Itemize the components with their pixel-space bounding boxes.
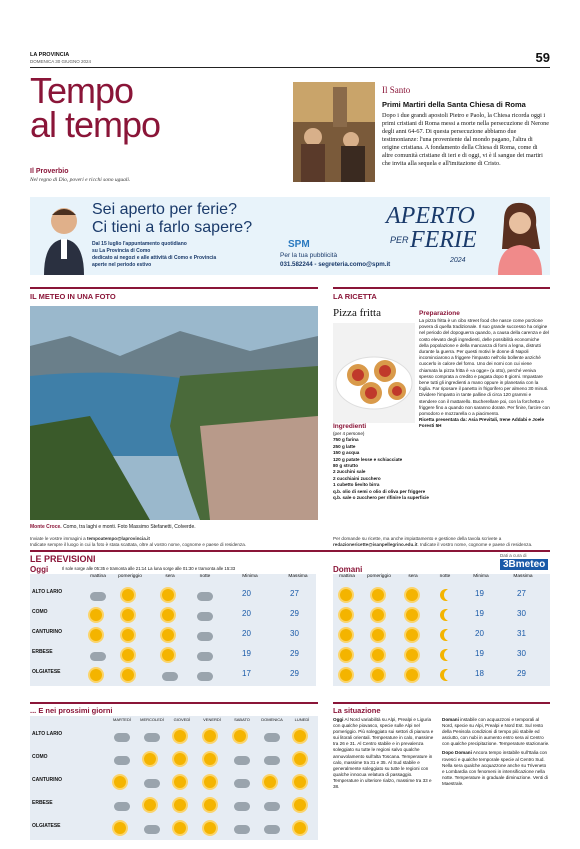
previsioni-bar bbox=[30, 550, 550, 552]
day-header: MERCOLEDÌ bbox=[140, 717, 164, 722]
forecast-place: ERBESE bbox=[32, 649, 53, 655]
prossimi-place: COMO bbox=[32, 754, 48, 760]
temp-min: 17 bbox=[242, 669, 251, 678]
prossimi-bar bbox=[30, 702, 318, 704]
ad-badge2: PER bbox=[390, 235, 409, 245]
forecast-icon-cell bbox=[90, 628, 102, 646]
sun-icon bbox=[122, 649, 134, 661]
sun-icon bbox=[174, 753, 186, 765]
cloud-icon bbox=[264, 802, 280, 811]
cloud-icon bbox=[234, 825, 250, 834]
prossimi-icon-cell bbox=[234, 821, 250, 839]
ingredient-item: 2 zucchini sale bbox=[333, 469, 366, 475]
prossimi-icon-cell bbox=[174, 821, 186, 839]
sun-icon bbox=[372, 609, 384, 621]
prep-text: La pizza fritta è un cibo street food che nasce come porzione povera di quella tradizionale. Il suo grande successo ha origine nel periodo del dopoguerra quando, a causa della carenza e del costo elevato degli ingredienti, delle possibilità economiche della popolazione e della mancanza di forni a legna, distrutti durante la guerra. Per questi motivi le donne di Napoli incominciarono a friggere l'impasto nell'olio bollente anziché cuocerlo in calore del forno. Uno dei nomi con cui viene chiamata la pizza fritta è «a ogge» (a otto), perché veniva spesso comprata a credito e pagata dopo 8 giorni. Impastare bene tutti gli ingredienti a mano oppure in planetaria con la foglia. Far riposare il panetto in frigorifero per almeno 30 minuti. Dividere l'impasto in tante palline di circa 120 grammi e stendere con il mattarello. Bucherellare poi, con la forchetta e friggere fino a quando non saranno dorate. Per finire, farcire con pomodoro e mozzarella o a piacimento. bbox=[419, 318, 550, 417]
sun-icon bbox=[406, 609, 418, 621]
sun-icon bbox=[174, 730, 186, 742]
temp-min: 20 bbox=[475, 629, 484, 638]
forecast-place: CANTURINO bbox=[32, 629, 62, 635]
sun-icon bbox=[174, 822, 186, 834]
ad-text3: dedicato ai negozi e alle attività di Como e Provincia bbox=[92, 255, 217, 261]
prossimi-icon-cell bbox=[204, 775, 216, 793]
prossimi-icon-cell bbox=[144, 821, 160, 839]
forecast-icon-cell bbox=[438, 668, 456, 686]
forecast-icon-cell bbox=[340, 628, 352, 646]
prossimi-icon-cell bbox=[264, 752, 280, 770]
forecast-col-header: pomeriggio bbox=[118, 574, 142, 579]
prossimi-icon-cell bbox=[174, 798, 186, 816]
proverbio-text: Nel regno di Dio, poveri e ricchi sono uguali. bbox=[30, 177, 131, 183]
prossimi-icon-cell bbox=[234, 729, 246, 747]
sun-icon bbox=[204, 799, 216, 811]
forecast-icon-cell bbox=[90, 668, 102, 686]
prossimi-icon-cell bbox=[264, 775, 276, 793]
sun-icon bbox=[294, 753, 306, 765]
forecast-icon-cell bbox=[438, 608, 456, 626]
forecast-icon-cell bbox=[406, 588, 418, 606]
ingredients-heading: Ingredienti bbox=[333, 423, 367, 430]
sun-icon bbox=[372, 669, 384, 681]
moon-icon bbox=[444, 609, 456, 621]
temp-max: 31 bbox=[517, 629, 526, 638]
sit-domani-label: Domani bbox=[442, 717, 459, 722]
forecast-icon-cell bbox=[122, 628, 134, 646]
sun-icon bbox=[294, 822, 306, 834]
photo-caption bbox=[30, 524, 196, 530]
temp-min: 18 bbox=[475, 669, 484, 678]
ingredient-item: 2 cucchiaini zucchero bbox=[333, 475, 381, 481]
sun-icon bbox=[406, 649, 418, 661]
forecast-icon-cell bbox=[122, 608, 134, 626]
credit-logo: 3Bmeteo bbox=[500, 559, 548, 570]
prossimi-icon-cell bbox=[114, 729, 130, 747]
prossimi-icon-cell bbox=[174, 775, 186, 793]
forecast-icon-cell bbox=[122, 668, 134, 686]
ric-foot2: . Indicate il vostro nome, cognome e paese di residenza. bbox=[417, 542, 533, 547]
forecast-icon-cell bbox=[197, 588, 213, 606]
cloud-icon bbox=[197, 652, 213, 661]
sun-icon bbox=[406, 669, 418, 681]
forecast-icon-cell bbox=[340, 588, 352, 606]
prossimi-icon-cell bbox=[234, 775, 250, 793]
forecast-col-header: sera bbox=[165, 574, 175, 579]
day-header: SABATO bbox=[234, 717, 250, 722]
sun-icon bbox=[144, 799, 156, 811]
sun-icon bbox=[340, 669, 352, 681]
ingredient-item: 1 cubetto lievito birra bbox=[333, 482, 380, 488]
sun-icon bbox=[162, 649, 174, 661]
temp-min: 20 bbox=[242, 609, 251, 618]
forecast-col-header: sera bbox=[408, 574, 418, 579]
ad-text bbox=[92, 241, 262, 269]
temp-max: 30 bbox=[290, 629, 299, 638]
ric-foot1: Per domande su ricette, ma anche impiattamento e gestione della tavola scrivete a bbox=[333, 536, 502, 541]
temp-max: 30 bbox=[517, 609, 526, 618]
forecast-col-header: pomeriggio bbox=[367, 574, 391, 579]
sun-icon bbox=[144, 753, 156, 765]
sun-icon bbox=[162, 629, 174, 641]
day-header: LUNEDÌ bbox=[294, 717, 310, 722]
situazione-heading: La situazione bbox=[333, 706, 381, 715]
forecast-icon-cell bbox=[372, 608, 384, 626]
ad-line1: Sei aperto per ferie? bbox=[92, 201, 237, 218]
temp-max: 29 bbox=[290, 669, 299, 678]
ad-text1: Dal 15 luglio l'appuntamento quotidiano bbox=[92, 241, 187, 247]
temp-min: 19 bbox=[242, 649, 251, 658]
prossimi-place: ERBESE bbox=[32, 800, 53, 806]
forecast-col-header: Massima bbox=[288, 574, 308, 579]
temp-max: 27 bbox=[517, 589, 526, 598]
meteo-foto-heading: IL METEO IN UNA FOTO bbox=[30, 292, 116, 301]
sun-icon bbox=[234, 730, 246, 742]
prossimi-icon-cell bbox=[294, 798, 306, 816]
sit-oggi-text: Al Nord variabilità su Alpi, Prealpi e Liguria con qualche piovasco, specie sulle Alpi nel pomeriggio. Più soleggiato sui settori di pianura e sui litorali orientali. Temperature in calo, massime tra 26 e 31. Al Centro stabile e in prevalenza soleggiato su tutte le regioni salvo qualche annuvolamento sull'alta Toscana. Temperature in calo, massime tra 31 e 35. Al Sud stabile e generalmente soleggiato su tutte le regioni con qualche innocua velatura di passaggio. Temperature in ulteriore rialzo, massime tra 33 e 38. bbox=[333, 717, 434, 790]
prossimi-icon-cell bbox=[204, 798, 216, 816]
cloud-icon bbox=[234, 802, 250, 811]
caption-place: Monte Croce. bbox=[30, 524, 62, 530]
forecast-icon-cell bbox=[197, 648, 213, 666]
cloud-icon bbox=[90, 652, 106, 661]
forecast-col-header: Massima bbox=[513, 574, 533, 579]
prossimi-icon-cell bbox=[204, 729, 216, 747]
prossimi-icon-cell bbox=[204, 752, 216, 770]
photo-invite bbox=[30, 536, 318, 548]
sun-icon bbox=[340, 649, 352, 661]
prossimi-icon-cell bbox=[114, 775, 126, 793]
title-line1: Tempo bbox=[30, 70, 134, 111]
temp-max: 29 bbox=[517, 669, 526, 678]
oggi-info: Il sole sorge alle 05:35 e tramonta alle 21:14 La luna sorge alle 01:30 e tramonta alle 15:33 bbox=[62, 566, 236, 571]
sun-icon bbox=[406, 629, 418, 641]
prossimi-place: OLGIATESE bbox=[32, 823, 61, 829]
prossimi-icon-cell bbox=[144, 752, 156, 770]
forecast-icon-cell bbox=[162, 648, 174, 666]
ricetta-title: Pizza fritta bbox=[333, 307, 381, 319]
ricetta-footer bbox=[333, 536, 550, 548]
masthead-name: LA PROVINCIA bbox=[30, 52, 70, 58]
oggi-forecast-grid bbox=[30, 574, 316, 686]
page-number: 59 bbox=[535, 50, 550, 65]
forecast-icon-cell bbox=[197, 628, 213, 646]
cloud-icon bbox=[144, 825, 160, 834]
ingredient-item: 250 g latte bbox=[333, 443, 356, 449]
forecast-icon-cell bbox=[372, 648, 384, 666]
title-line2: al tempo bbox=[30, 104, 161, 145]
sun-icon bbox=[372, 589, 384, 601]
sun-icon bbox=[122, 669, 134, 681]
previsioni-heading: LE PREVISIONI bbox=[30, 554, 96, 564]
forecast-icon-cell bbox=[438, 648, 456, 666]
cloud-icon bbox=[144, 733, 160, 742]
caption-text: Como, tra laghi e monti. Foto Massimo Stefanetti, Colverde. bbox=[63, 524, 196, 530]
situazione-domani bbox=[442, 717, 550, 787]
sun-icon bbox=[162, 609, 174, 621]
day-header: VENERDÌ bbox=[203, 717, 221, 722]
prossimi-icon-cell bbox=[144, 775, 160, 793]
sun-icon bbox=[162, 589, 174, 601]
santo-subtitle: Primi Martiri della Santa Chiesa di Roma bbox=[382, 100, 526, 109]
prossimi-icon-cell bbox=[114, 821, 126, 839]
forecast-icon-cell bbox=[438, 588, 456, 606]
sun-icon bbox=[90, 629, 102, 641]
prossimi-icon-cell bbox=[294, 729, 306, 747]
ad-badge3: FERIE bbox=[410, 227, 477, 253]
santo-painting bbox=[293, 82, 375, 182]
prossimi-icon-cell bbox=[174, 752, 186, 770]
ricetta-heading: LA RICETTA bbox=[333, 292, 377, 301]
sit-dopo-text: Ancora tempo instabile sull'Italia con rovesci e qualche temporale specie al Centro Sud. Nella sera qualche acquazzone anche su Triveneto e Lombardia con fenomeni in intensificazione nella notte. Temperature in graduale diminuzione. Venti di Maestrale. bbox=[442, 750, 548, 786]
prossimi-icon-cell bbox=[234, 752, 250, 770]
ricetta-bar bbox=[333, 287, 550, 289]
sun-icon bbox=[294, 776, 306, 788]
forecast-icon-cell bbox=[162, 628, 174, 646]
prossimi-icon-cell bbox=[234, 798, 250, 816]
sun-icon bbox=[372, 649, 384, 661]
forecast-icon-cell bbox=[162, 588, 174, 606]
sun-icon bbox=[114, 776, 126, 788]
page-title bbox=[30, 70, 161, 145]
ingredient-item: 750 g farina bbox=[333, 437, 359, 443]
ingredients-list bbox=[333, 431, 429, 501]
prossimi-icon-cell bbox=[174, 729, 186, 747]
forecast-icon-cell bbox=[162, 608, 174, 626]
ad-text4: aperte nel periodo estivo bbox=[92, 262, 152, 268]
prossimi-heading: ... E nei prossimi giorni bbox=[30, 706, 113, 715]
sun-icon bbox=[204, 730, 216, 742]
forecast-icon-cell bbox=[90, 588, 106, 606]
temp-max: 27 bbox=[290, 589, 299, 598]
ingredient-item: 80 g strutto bbox=[333, 463, 359, 469]
ingredient-item: 150 g acqua bbox=[333, 450, 360, 456]
sun-icon bbox=[122, 609, 134, 621]
forecast-icon-cell bbox=[340, 648, 352, 666]
forecast-icon-cell bbox=[406, 648, 418, 666]
forecast-icon-cell bbox=[406, 628, 418, 646]
forecast-icon-cell bbox=[372, 588, 384, 606]
sit-domani-text: instabile con acquazzoni e temporali al Nord, specie su Alpi, Prealpi e Nord Est. Sul resto della Penisola condizioni di tempo più stabile ed asciutto, con nubi in aumento entro sera al Centro con qualche precipitazione. Temperature stazionarie. bbox=[442, 717, 550, 747]
ingredient-item: q.b. sale o zucchero per rifinire la superficie bbox=[333, 495, 429, 501]
prossimi-icon-cell bbox=[294, 752, 306, 770]
ad-badge-year: 2024 bbox=[450, 257, 466, 264]
cloud-icon bbox=[197, 592, 213, 601]
situazione-bar bbox=[333, 702, 550, 704]
prep-body bbox=[419, 318, 550, 430]
sun-icon bbox=[174, 776, 186, 788]
sun-icon bbox=[122, 629, 134, 641]
temp-min: 20 bbox=[242, 589, 251, 598]
domani-forecast-grid bbox=[333, 574, 550, 686]
forecast-icon-cell bbox=[197, 608, 213, 626]
cloud-icon bbox=[114, 802, 130, 811]
cloud-icon bbox=[197, 612, 213, 621]
credit-text: Dati a cura di bbox=[500, 553, 527, 558]
pizza-photo bbox=[333, 323, 415, 423]
sun-icon bbox=[122, 589, 134, 601]
cloud-icon bbox=[264, 825, 280, 834]
prossimi-place: CANTURINO bbox=[32, 777, 62, 783]
temp-min: 19 bbox=[475, 649, 484, 658]
sun-icon bbox=[174, 799, 186, 811]
prossimi-icon-cell bbox=[264, 821, 280, 839]
forecast-icon-cell bbox=[372, 628, 384, 646]
forecast-icon-cell bbox=[406, 668, 418, 686]
sun-icon bbox=[294, 730, 306, 742]
sun-icon bbox=[294, 799, 306, 811]
forecast-icon-cell bbox=[406, 608, 418, 626]
ad-cta: Per la tua pubblicità bbox=[280, 252, 338, 259]
ad-logo: SPM bbox=[288, 239, 310, 250]
forecast-icon-cell bbox=[90, 648, 106, 666]
invite-text2: Indicate sempre il luogo in cui la foto è stata scattata, oltre al vostro nome, cognome e paese di residenza. bbox=[30, 542, 247, 547]
cloud-icon bbox=[144, 779, 160, 788]
lake-photo bbox=[30, 306, 318, 520]
sun-icon bbox=[264, 776, 276, 788]
temp-min: 19 bbox=[475, 589, 484, 598]
advertisement[interactable] bbox=[30, 197, 550, 275]
forecast-col-header: Minima bbox=[473, 574, 489, 579]
sun-icon bbox=[340, 609, 352, 621]
santo-heading: Il Santo bbox=[382, 85, 411, 95]
forecast-place: ALTO LARIO bbox=[32, 589, 63, 595]
ad-woman-icon bbox=[492, 199, 550, 275]
forecast-col-header: Minima bbox=[242, 574, 258, 579]
day-header: GIOVEDÌ bbox=[173, 717, 191, 722]
temp-max: 29 bbox=[290, 609, 299, 618]
temp-min: 19 bbox=[475, 609, 484, 618]
forecast-place: OLGIATESE bbox=[32, 669, 61, 675]
cloud-icon bbox=[197, 632, 213, 641]
masthead-date: DOMENICA 30 GIUGNO 2024 bbox=[30, 59, 92, 64]
sun-icon bbox=[204, 776, 216, 788]
invite-text1: Inviate le vostre immagini a bbox=[30, 536, 86, 541]
sun-icon bbox=[204, 822, 216, 834]
cloud-icon bbox=[197, 672, 213, 681]
forecast-icon-cell bbox=[122, 648, 134, 666]
prossimi-icon-cell bbox=[204, 821, 216, 839]
moon-icon bbox=[444, 589, 456, 601]
prep-presented: Ricetta presentata da: Asia Previtali, Irene Addabi e Joele Foresti 5H bbox=[419, 417, 545, 429]
ad-line2: Ci tieni a farlo sapere? bbox=[92, 219, 253, 236]
ad-contact[interactable]: 031.582244 - segreteria.como@spm.it bbox=[280, 261, 391, 268]
oggi-label: Oggi bbox=[30, 565, 49, 574]
sun-icon bbox=[90, 609, 102, 621]
temp-min: 20 bbox=[242, 629, 251, 638]
ric-foot-email[interactable]: redazionericette@isanpellegrino.edu.it bbox=[333, 542, 418, 547]
prossimi-icon-cell bbox=[144, 729, 160, 747]
forecast-col-header: notte bbox=[199, 574, 211, 579]
prossimi-icon-cell bbox=[114, 798, 130, 816]
moon-icon bbox=[444, 649, 456, 661]
prossimi-icon-cell bbox=[294, 821, 306, 839]
temp-max: 29 bbox=[290, 649, 299, 658]
ingredients-sub: (per 4 persone) bbox=[333, 431, 365, 436]
proverbio-heading: Il Proverbio bbox=[30, 168, 69, 175]
meteo-foto-bar bbox=[30, 287, 318, 289]
cloud-icon bbox=[114, 733, 130, 742]
prossimi-icon-cell bbox=[264, 798, 280, 816]
ingredient-item: q.b. olio di semi o olio di oliva per friggere bbox=[333, 488, 426, 494]
prossimi-grid bbox=[30, 716, 318, 840]
sun-icon bbox=[340, 629, 352, 641]
forecast-col-header: mattina bbox=[90, 574, 106, 579]
forecast-icon-cell bbox=[162, 668, 178, 686]
domani-label: Domani bbox=[333, 565, 363, 574]
ingredient-item: 120 g patate lesse e schiacciate bbox=[333, 456, 403, 462]
forecast-icon-cell bbox=[340, 608, 352, 626]
forecast-icon-cell bbox=[90, 608, 102, 626]
cloud-icon bbox=[234, 756, 250, 765]
cloud-icon bbox=[234, 779, 250, 788]
sun-icon bbox=[90, 669, 102, 681]
forecast-icon-cell bbox=[197, 668, 213, 686]
cloud-icon bbox=[90, 592, 106, 601]
sun-icon bbox=[372, 629, 384, 641]
prossimi-icon-cell bbox=[144, 798, 156, 816]
prep-heading: Preparazione bbox=[419, 310, 460, 317]
sun-icon bbox=[406, 589, 418, 601]
forecast-icon-cell bbox=[438, 628, 456, 646]
situazione-oggi bbox=[333, 717, 437, 790]
moon-icon bbox=[444, 669, 456, 681]
ad-person-icon bbox=[38, 201, 90, 275]
sun-icon bbox=[114, 822, 126, 834]
forecast-col-header: notte bbox=[439, 574, 451, 579]
prossimi-icon-cell bbox=[294, 775, 306, 793]
forecast-place: COMO bbox=[32, 609, 48, 615]
prossimi-icon-cell bbox=[114, 752, 130, 770]
cloud-icon bbox=[162, 672, 178, 681]
ad-badge1: APERTO bbox=[386, 203, 475, 229]
sun-icon bbox=[204, 753, 216, 765]
ad-text2: su La Provincia di Como bbox=[92, 248, 151, 254]
prossimi-place: ALTO LARIO bbox=[32, 731, 63, 737]
cloud-icon bbox=[264, 733, 280, 742]
cloud-icon bbox=[264, 756, 280, 765]
top-rule bbox=[30, 67, 550, 68]
sit-oggi-label: Oggi bbox=[333, 717, 344, 722]
day-header: MARTEDÌ bbox=[113, 717, 131, 722]
forecast-icon-cell bbox=[372, 668, 384, 686]
moon-icon bbox=[444, 629, 456, 641]
temp-max: 30 bbox=[517, 649, 526, 658]
sun-icon bbox=[340, 589, 352, 601]
day-header: DOMENICA bbox=[261, 717, 283, 722]
santo-body: Dopo i due grandi apostoli Pietro e Paolo, la Chiesa ricorda oggi i primi cristiani di Roma messi a morte nella persecuzione di Nerone degli anni 64-67. Di questa persecuzione abbiamo due testimonianze: l'una proveniente dal mondo pagano, l'altra di origine cristiana. A fondamento della Chiesa di Roma, come di altre comunità cristiane di ieri e di oggi, vi è il sangue dei martiri che invita alla sequela e all'imitazione di Cristo. bbox=[382, 112, 550, 167]
forecast-icon-cell bbox=[122, 588, 134, 606]
forecast-icon-cell bbox=[340, 668, 352, 686]
invite-email[interactable]: tempoatempo@laprovincia.it bbox=[86, 536, 150, 541]
forecast-col-header: mattina bbox=[339, 574, 355, 579]
sit-dopo-label: Dopo Domani bbox=[442, 750, 472, 756]
prossimi-icon-cell bbox=[264, 729, 280, 747]
cloud-icon bbox=[114, 756, 130, 765]
